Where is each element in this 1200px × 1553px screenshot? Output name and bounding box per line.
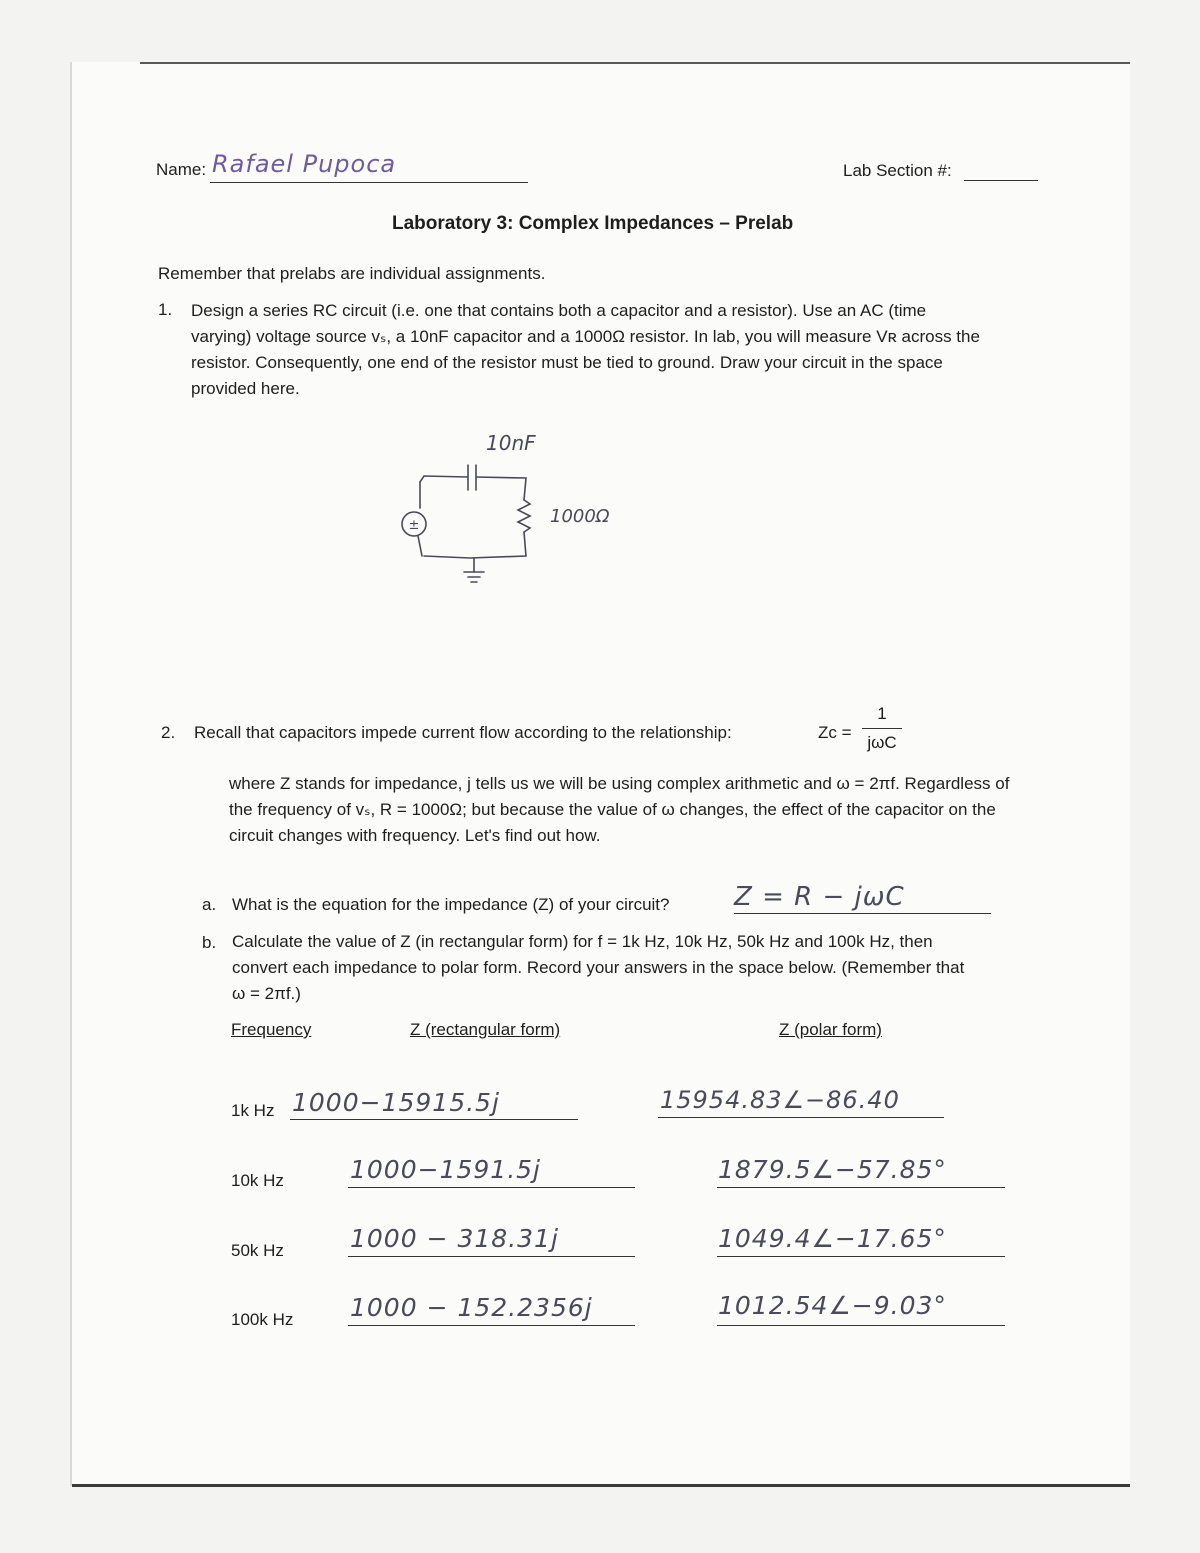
q1-line: Design a series RC circuit (i.e. one that contains both a capacitor and a resistor). Use an AC (time bbox=[191, 301, 927, 320]
capacitor-label: 10nF bbox=[486, 431, 536, 455]
q2-lead: Recall that capacitors impede current flow according to the relationship: bbox=[194, 723, 732, 742]
formula-denominator: jωC bbox=[867, 733, 897, 752]
row-polar-answer[interactable]: 1879.5∠−57.85° bbox=[718, 1155, 947, 1184]
row-rectangular-answer[interactable]: 1000−15915.5j bbox=[292, 1088, 500, 1117]
row-polar-line bbox=[717, 1325, 1005, 1326]
part-b-line: ω = 2πf.) bbox=[232, 984, 301, 1003]
q1-number: 1. bbox=[158, 300, 173, 319]
formula-numerator: 1 bbox=[877, 704, 887, 723]
row-polar-line bbox=[658, 1117, 944, 1118]
q1-text bbox=[191, 298, 980, 402]
part-a-label: a. bbox=[202, 895, 217, 914]
lab-section-field[interactable] bbox=[964, 180, 1038, 181]
circuit-sketch bbox=[390, 420, 690, 600]
part-b-label: b. bbox=[202, 933, 217, 952]
page-title: Laboratory 3: Complex Impedances – Prelab bbox=[392, 213, 794, 234]
bottom-wire bbox=[424, 532, 526, 558]
part-a-underline bbox=[734, 913, 991, 914]
row-rectangular-line bbox=[348, 1325, 635, 1326]
row-polar-answer[interactable]: 15954.83∠−86.40 bbox=[660, 1086, 900, 1114]
q2-text bbox=[229, 771, 1009, 849]
row-rectangular-line bbox=[348, 1256, 635, 1257]
part-b-text bbox=[232, 929, 964, 1007]
formula-lhs: Zc = bbox=[818, 723, 852, 742]
row-rectangular-answer[interactable]: 1000−1591.5j bbox=[350, 1155, 541, 1184]
row-polar-answer[interactable]: 1049.4∠−17.65° bbox=[718, 1224, 947, 1253]
header-frequency: Frequency bbox=[231, 1020, 312, 1039]
name-value[interactable]: Rafael Pupoca bbox=[212, 150, 397, 178]
row-rectangular-line bbox=[290, 1119, 578, 1120]
row-polar-answer[interactable]: 1012.54∠−9.03° bbox=[718, 1291, 947, 1320]
top-right-wire bbox=[476, 477, 526, 500]
name-label: Name: bbox=[156, 160, 207, 179]
sheet-bottom-edge bbox=[72, 1484, 1130, 1487]
q2-line: where Z stands for impedance, j tells us we will be using complex arithmetic and ω = 2πf. Regardless of bbox=[229, 774, 1010, 793]
resistor-zigzag bbox=[518, 500, 530, 532]
header-polar: Z (polar form) bbox=[779, 1020, 882, 1039]
row-polar-line bbox=[717, 1187, 1005, 1188]
source-symbol: ± bbox=[408, 518, 420, 533]
row-polar-line bbox=[717, 1256, 1005, 1257]
left-wire-bottom bbox=[418, 536, 422, 556]
name-underline bbox=[210, 182, 528, 183]
q2-line: the frequency of vₛ, R = 1000Ω; but because the value of ω changes, the effect of the capacitor on the bbox=[229, 800, 996, 819]
row-rectangular-answer[interactable]: 1000 − 152.2356j bbox=[350, 1293, 593, 1322]
resistor-label: 1000Ω bbox=[550, 506, 610, 527]
formula-fraction-bar bbox=[862, 728, 902, 729]
part-b-line: Calculate the value of Z (in rectangular form) for f = 1k Hz, 10k Hz, 50k Hz and 100k Hz, then bbox=[232, 932, 933, 951]
row-rectangular-line bbox=[348, 1187, 635, 1188]
header-rectangular: Z (rectangular form) bbox=[410, 1020, 561, 1039]
q1-line: resistor. Consequently, one end of the resistor must be tied to ground. Draw your circuit in the space bbox=[191, 353, 943, 372]
q1-line: provided here. bbox=[191, 379, 300, 398]
part-a-answer[interactable]: Z = R − jωC bbox=[734, 882, 905, 912]
row-frequency: 10k Hz bbox=[231, 1171, 284, 1190]
row-frequency: 100k Hz bbox=[231, 1310, 294, 1329]
ground-icon bbox=[464, 572, 484, 582]
row-rectangular-answer[interactable]: 1000 − 318.31j bbox=[350, 1224, 559, 1253]
sheet-left-edge bbox=[70, 62, 72, 1486]
intro-text: Remember that prelabs are individual assignments. bbox=[158, 264, 546, 283]
row-frequency: 50k Hz bbox=[231, 1241, 284, 1260]
q2-number: 2. bbox=[161, 723, 176, 742]
part-a-question: What is the equation for the impedance (Z) of your circuit? bbox=[232, 895, 670, 914]
sheet-top-edge bbox=[140, 62, 1130, 64]
row-frequency: 1k Hz bbox=[231, 1101, 275, 1120]
lab-section-label: Lab Section #: bbox=[843, 161, 952, 180]
part-b-line: convert each impedance to polar form. Record your answers in the space below. (Remember that bbox=[232, 958, 965, 977]
q1-line: varying) voltage source vₛ, a 10nF capacitor and a 1000Ω resistor. In lab, you will measure Vʀ across the bbox=[191, 327, 980, 346]
top-left-wire bbox=[420, 476, 468, 482]
q2-line: circuit changes with frequency. Let's find out how. bbox=[229, 826, 601, 845]
